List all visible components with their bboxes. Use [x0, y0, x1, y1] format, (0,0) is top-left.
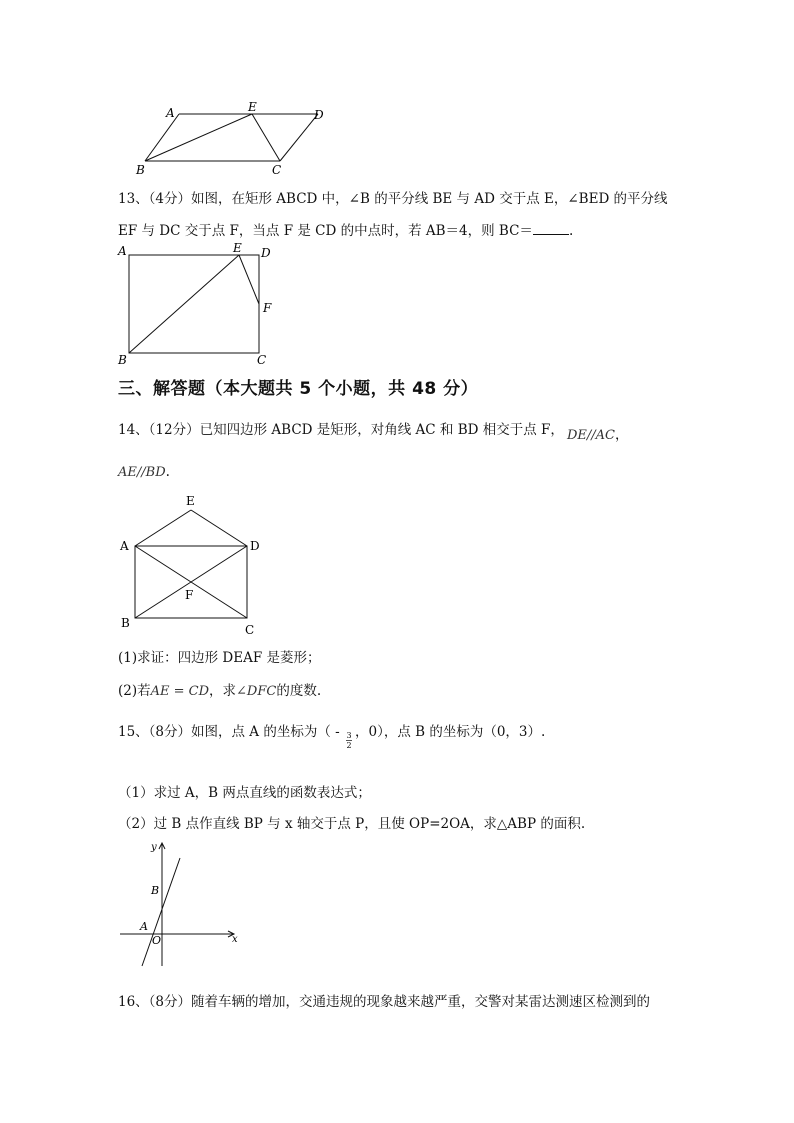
point-label-B: B	[151, 884, 160, 897]
condition-ae-equals-cd: AE = CD	[150, 684, 210, 699]
question-13-period: .	[568, 223, 574, 239]
question-15-part-1: （1）求过 A，B 两点直线的函数表达式；	[118, 785, 371, 801]
point-label-C: C	[257, 353, 267, 367]
part-2-middle: ，求	[209, 683, 237, 699]
condition-ae-parallel-bd: AE//BD	[118, 465, 166, 480]
question-14-math-1	[567, 423, 629, 443]
question-15-text-b: ，0），点 B 的坐标为（0，3）.	[355, 724, 546, 740]
question-14-text: 14、（12分）已知四边形 ABCD 是矩形，对角线 AC 和 BD 相交于点 F，	[118, 422, 564, 438]
point-label-A: A	[166, 106, 175, 120]
point-label-B: B	[136, 163, 145, 177]
question-13-text: EF 与 DC 交于点 F，当点 F 是 CD 的中点时，若 AB＝4，则 BC＝	[118, 223, 533, 239]
point-label-E: E	[233, 241, 242, 255]
fraction-numerator: 3	[346, 731, 352, 740]
point-label-C: C	[245, 623, 255, 637]
question-14-part-2	[118, 679, 321, 699]
angle-dfc: ∠DFC	[236, 684, 277, 699]
rectangle-figure-q13	[115, 240, 285, 370]
question-15-line-1-b	[355, 720, 545, 740]
point-label-D: D	[250, 539, 260, 553]
point-label-F: F	[263, 301, 272, 315]
question-14-part-1: (1)求证：四边形 DEAF 是菱形；	[118, 650, 321, 666]
question-15-line-1	[118, 720, 340, 740]
point-label-F: F	[185, 588, 194, 602]
axis-label-y: y	[151, 842, 157, 853]
question-15-part-2: （2）过 B 点作直线 BP 与 x 轴交于点 P，且使 OP=2OA，求△ABP 的面积.	[118, 816, 586, 832]
question-14-line-1	[118, 418, 564, 438]
part-2-prefix: (2)若	[118, 683, 151, 699]
point-label-E: E	[248, 100, 257, 114]
question-14-line-2	[118, 464, 170, 480]
question-16-line-1: 16、（8分）随着车辆的增加，交通违规的现象越来越严重，交警对某雷达测速区检测到的	[118, 994, 651, 1010]
question-13-line-2	[118, 219, 573, 239]
rectangle-figure-q14	[118, 492, 268, 642]
point-label-A: A	[118, 244, 127, 258]
point-label-D: D	[261, 246, 271, 260]
coordinate-plane-figure	[118, 838, 248, 978]
section-heading: 三、解答题（本大题共 5 个小题，共 48 分）	[118, 379, 479, 399]
question-15-text-a: 15、（8分）如图，点 A 的坐标为（ -	[118, 724, 340, 740]
fraction-three-halves	[346, 731, 352, 750]
comma: ，	[615, 427, 629, 443]
origin-label-O: O	[152, 934, 162, 947]
point-label-D: D	[314, 108, 324, 122]
answer-blank	[533, 222, 569, 235]
point-label-B: B	[121, 616, 130, 630]
point-label-A: A	[140, 920, 148, 933]
point-label-A: A	[120, 539, 129, 553]
axis-label-x: x	[232, 934, 238, 945]
question-13-line-1: 13、（4分）如图，在矩形 ABCD 中，∠B 的平分线 BE 与 AD 交于点 E，∠BED 的平分线	[118, 191, 668, 207]
fraction-denominator: 2	[346, 741, 352, 750]
point-label-B: B	[118, 353, 127, 367]
period: .	[165, 464, 170, 480]
part-2-suffix: 的度数.	[276, 683, 322, 699]
parallelogram-figure	[130, 100, 340, 180]
point-label-C: C	[272, 163, 282, 177]
condition-de-parallel-ac: DE//AC	[567, 428, 616, 443]
point-label-E: E	[186, 494, 195, 508]
